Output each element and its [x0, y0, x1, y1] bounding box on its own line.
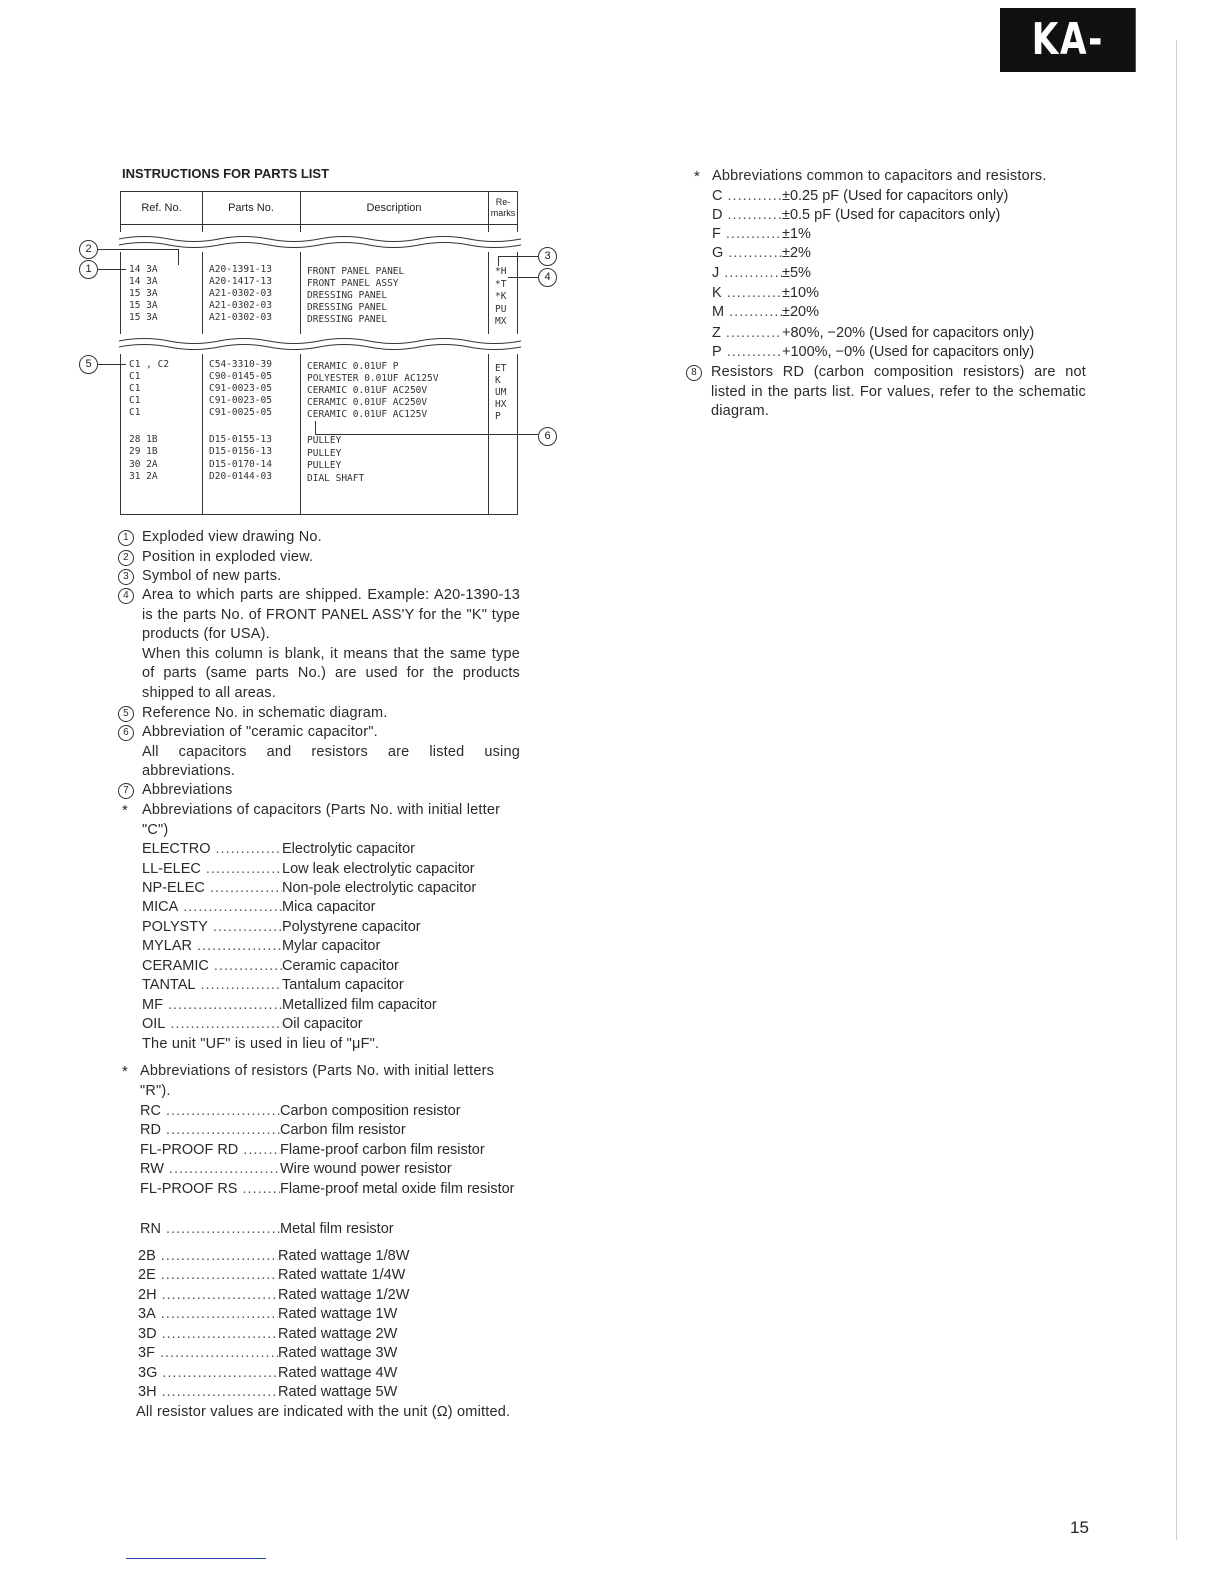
capacitor-abbr: [142, 996, 437, 1016]
instruction-text: Position in exploded view.: [142, 549, 314, 565]
capacitor-abbr: [142, 957, 399, 977]
table-row-ref: C1 , C2: [129, 359, 170, 370]
instruction-text-2: All capacitors and resistors are listed using abbreviations.: [142, 743, 520, 779]
abbr-key: FL-PROOF RD .....: [140, 1141, 280, 1161]
abbr-key: M .....: [712, 303, 782, 323]
abbr-value: Metallized film capacitor: [282, 997, 437, 1013]
abbr-key: RW .....: [140, 1160, 280, 1180]
header-remarks: [488, 192, 518, 224]
abbr-key: MICA .....: [142, 898, 282, 918]
callout-1: 1: [79, 260, 98, 279]
tolerance-abbr: [712, 303, 819, 323]
resistor-abbr: [140, 1102, 461, 1122]
table-row-part: D20-0144-03: [209, 471, 272, 482]
table-row-ref: C1: [129, 395, 141, 406]
table-row-desc: FRONT PANEL PANEL: [307, 266, 405, 277]
instruction-7: [118, 781, 520, 801]
abbr-key: OIL .....: [142, 1015, 282, 1035]
callout-2-leader: [178, 249, 179, 265]
table-row-desc: CERAMIC 0.01UF AC250V: [307, 397, 428, 408]
callout-5: 5: [79, 355, 98, 374]
abbr-key: G .....: [712, 244, 782, 264]
tolerance-abbr: [712, 244, 811, 264]
resistor-abbr: [140, 1160, 452, 1180]
header-parts-no: Parts No.: [228, 202, 274, 214]
table-row-part: D15-0155-13: [209, 434, 272, 445]
callout-5-leader: [98, 364, 126, 365]
table-row-remark: ET: [495, 363, 507, 374]
instruction-number: 6: [118, 725, 134, 741]
table-row-part: D15-0170-14: [209, 459, 272, 470]
table-row-ref: C1: [129, 407, 141, 418]
callout-1-leader: [98, 269, 126, 270]
table-row-part: C91-0023-05: [209, 383, 272, 394]
bullet-star: *: [122, 1063, 128, 1080]
table-row-desc: DIAL SHAFT: [307, 473, 365, 484]
abbr-value: Low leak electrolytic capacitor: [282, 861, 475, 877]
abbr-key: MYLAR .....: [142, 937, 282, 957]
table-row-desc: CERAMIC 0.01UF AC250V: [307, 385, 428, 396]
abbr-value: ±5%: [782, 265, 811, 281]
abbr-value: Carbon composition resistor: [280, 1103, 461, 1119]
table-row-part: C91-0025-05: [209, 407, 272, 418]
tolerance-abbr: [712, 324, 1034, 344]
table-row-desc: PULLEY: [307, 435, 342, 446]
instruction-text: Exploded view drawing No.: [142, 529, 322, 545]
resistors-heading: Abbreviations of resistors (Parts No. with initial letters "R").: [140, 1063, 495, 1099]
table-row-ref: C1: [129, 371, 141, 382]
table-row-remark: *T: [495, 279, 507, 290]
abbr-key: C .....: [712, 187, 782, 207]
table-row-ref: C1: [129, 383, 141, 394]
abbr-key: RC .....: [140, 1102, 280, 1122]
model-badge: KA-501: [1000, 8, 1136, 72]
table-row-desc: DRESSING PANEL: [307, 290, 388, 301]
capacitor-unit-note: The unit "UF" is used in lieu of "μF".: [142, 1036, 380, 1052]
wattage-abbr: [138, 1305, 397, 1325]
table-row-ref: 31 2A: [129, 471, 158, 482]
abbr-value: Tantalum capacitor: [282, 977, 404, 993]
abbr-key: J .....: [712, 264, 782, 284]
callout-6: 6: [538, 427, 557, 446]
abbr-value: Rated wattage 2W: [278, 1326, 398, 1342]
instruction-text-2: When this column is blank, it means that the same type of parts (same parts No.) are used for the products shipped to all areas.: [142, 645, 520, 701]
table-row-remark: MX: [495, 316, 507, 327]
abbr-key: P .....: [712, 343, 782, 363]
capacitor-abbr: [142, 1015, 363, 1035]
table-row-remark: K: [495, 375, 501, 386]
table-row-part: A20-1417-13: [209, 276, 272, 287]
table-row-ref: 28 1B: [129, 434, 158, 445]
bullet-star: *: [694, 168, 700, 185]
instruction-6: [118, 723, 520, 782]
table-row-part: A20-1391-13: [209, 264, 272, 275]
abbr-value: Rated wattate 1/4W: [278, 1267, 406, 1283]
capacitor-abbr: [142, 840, 415, 860]
abbr-value: ±20%: [782, 304, 819, 320]
instruction-number: 2: [118, 550, 134, 566]
abbr-value: ±1%: [782, 226, 811, 242]
abbr-key: 2E .....: [138, 1266, 278, 1286]
note-text: Resistors RD (carbon composition resistors) are not listed in the parts list. For values, refer to the schematic diagram.: [711, 364, 1086, 419]
abbr-key: 2H .....: [138, 1286, 278, 1306]
callout-3-leader: [498, 256, 538, 257]
header-ref-no: Ref. No.: [141, 202, 182, 214]
table-row-part: A21-0302-03: [209, 312, 272, 323]
abbr-key: D .....: [712, 206, 782, 226]
instruction-4: [118, 586, 520, 703]
callout-6-leader: [315, 434, 538, 435]
resistor-abbr: [140, 1141, 485, 1161]
table-row-ref: 15 3A: [129, 300, 158, 311]
table-row-part: A21-0302-03: [209, 300, 272, 311]
wattage-abbr: [138, 1325, 397, 1345]
header-divider: [121, 224, 517, 225]
capacitors-heading: Abbreviations of capacitors (Parts No. with initial letter "C"): [142, 802, 501, 838]
resistor-abbr: [140, 1180, 520, 1200]
sample-parts-table: [120, 191, 518, 515]
table-row-desc: FRONT PANEL ASSY: [307, 278, 399, 289]
callout-3-leader: [498, 256, 499, 266]
section-title: INSTRUCTIONS FOR PARTS LIST: [122, 166, 330, 181]
instruction-3: [118, 567, 520, 587]
callout-2-leader: [98, 249, 178, 250]
tolerance-abbr: [712, 284, 819, 304]
table-row-desc: DRESSING PANEL: [307, 302, 388, 313]
header-remarks-line1: Re-: [495, 197, 511, 207]
resistor-abbr: [140, 1220, 394, 1240]
abbr-value: Flame-proof carbon film resistor: [280, 1142, 485, 1158]
capacitor-abbr: [142, 937, 380, 957]
abbr-value: Rated wattage 1/2W: [278, 1287, 410, 1303]
page-edge-line: [1176, 40, 1177, 1540]
table-row-ref: 14 3A: [129, 276, 158, 287]
abbr-value: Flame-proof metal oxide film resistor: [280, 1181, 515, 1197]
abbr-key: LL-ELEC .....: [142, 860, 282, 880]
abbr-key: ELECTRO .....: [142, 840, 282, 860]
table-row-desc: PULLEY: [307, 460, 342, 471]
wattage-abbr: [138, 1286, 409, 1306]
tolerance-abbr: [712, 206, 1000, 226]
abbr-key: 3D .....: [138, 1325, 278, 1345]
table-row-desc: PULLEY: [307, 448, 342, 459]
instruction-2: [118, 548, 520, 568]
abbr-value: +80%, −20% (Used for capacitors only): [782, 325, 1035, 341]
table-row-part: C91-0023-05: [209, 395, 272, 406]
bullet-star: *: [122, 802, 128, 819]
abbr-value: Electrolytic capacitor: [282, 841, 415, 857]
abbr-value: Wire wound power resistor: [280, 1161, 452, 1177]
abbr-value: Mylar capacitor: [282, 938, 381, 954]
table-row-remark: UM: [495, 387, 507, 398]
instruction-5: [118, 704, 520, 724]
header-remarks-line2: marks: [490, 208, 516, 218]
page-number: 15: [1070, 1518, 1089, 1537]
table-row-desc: CERAMIC 0.01UF AC125V: [307, 409, 428, 420]
table-row-desc: CERAMIC 0.01UF P: [307, 361, 399, 372]
instruction-text: Area to which parts are shipped. Example: A20-1390-13 is the parts No. of FRONT PANEL ASS'Y for the "K" type products (for USA).: [142, 587, 520, 642]
abbr-key: 3H .....: [138, 1383, 278, 1403]
capacitor-abbr: [142, 860, 475, 880]
capacitor-abbr: [142, 976, 404, 996]
abbr-value: Carbon film resistor: [280, 1122, 406, 1138]
abbr-value: Rated wattage 3W: [278, 1345, 398, 1361]
abbr-value: Ceramic capacitor: [282, 958, 399, 974]
table-row-remark: P: [495, 411, 501, 422]
table-row-desc: POLYESTER 0.01UF AC125V: [307, 373, 439, 384]
instruction-number: 1: [118, 530, 134, 546]
abbr-key: TANTAL .....: [142, 976, 282, 996]
instruction-number: 3: [118, 569, 134, 585]
abbr-key: F .....: [712, 225, 782, 245]
footer-line: [126, 1558, 266, 1559]
abbr-key: CERAMIC .....: [142, 957, 282, 977]
abbr-value: ±0.5 pF (Used for capacitors only): [782, 207, 1001, 223]
note-number: 8: [686, 365, 702, 381]
abbr-value: +100%, −0% (Used for capacitors only): [782, 344, 1035, 360]
abbr-key: RD .....: [140, 1121, 280, 1141]
instruction-text: Abbreviations: [142, 782, 233, 798]
abbr-value: ±0.25 pF (Used for capacitors only): [782, 188, 1009, 204]
abbr-value: Metal film resistor: [280, 1221, 394, 1237]
instruction-1: [118, 528, 520, 548]
callout-6-leader: [315, 421, 316, 434]
tolerance-abbr: [712, 225, 811, 245]
table-row-ref: 14 3A: [129, 264, 158, 275]
callout-2: 2: [79, 240, 98, 259]
tolerance-abbr: [712, 187, 1008, 207]
wattage-abbr: [138, 1383, 397, 1403]
table-row-ref: 15 3A: [129, 312, 158, 323]
callout-3: 3: [538, 247, 557, 266]
table-row-remark: *H: [495, 266, 507, 277]
abbr-value: Non-pole electrolytic capacitor: [282, 880, 477, 896]
abbr-value: Rated wattage 5W: [278, 1384, 398, 1400]
abbr-key: Z .....: [712, 324, 782, 344]
callout-4-leader: [508, 277, 538, 278]
table-row-ref: 30 2A: [129, 459, 158, 470]
table-row-remark: PU: [495, 304, 507, 315]
capacitor-abbr: [142, 898, 375, 918]
abbr-key: 3F .....: [138, 1344, 278, 1364]
common-heading: Abbreviations common to capacitors and resistors.: [712, 168, 1047, 184]
abbr-key: 3A .....: [138, 1305, 278, 1325]
table-row-ref: 15 3A: [129, 288, 158, 299]
abbr-value: Oil capacitor: [282, 1016, 363, 1032]
abbr-key: NP-ELEC .....: [142, 879, 282, 899]
table-row-desc: DRESSING PANEL: [307, 314, 388, 325]
abbr-key: FL-PROOF RS .....: [140, 1180, 280, 1200]
instruction-text: Abbreviation of "ceramic capacitor".: [142, 724, 378, 740]
instruction-text: Symbol of new parts.: [142, 568, 282, 584]
abbr-value: Mica capacitor: [282, 899, 376, 915]
instruction-number: 7: [118, 783, 134, 799]
instruction-number: 5: [118, 706, 134, 722]
abbr-value: Rated wattage 1W: [278, 1306, 398, 1322]
instruction-number: 4: [118, 588, 134, 604]
wattage-abbr: [138, 1364, 397, 1384]
table-row-remark: HX: [495, 399, 507, 410]
abbr-value: Polystyrene capacitor: [282, 919, 421, 935]
callout-4: 4: [538, 268, 557, 287]
instruction-text: Reference No. in schematic diagram.: [142, 705, 388, 721]
table-break-wave: [119, 232, 521, 252]
tolerance-abbr: [712, 264, 811, 284]
wattage-abbr: [138, 1266, 405, 1286]
abbr-key: 3G .....: [138, 1364, 278, 1384]
abbr-key: RN .....: [140, 1220, 280, 1240]
abbr-value: Rated wattage 4W: [278, 1365, 398, 1381]
note-8: [686, 363, 1086, 422]
tolerance-abbr: [712, 343, 1034, 363]
abbr-key: 2B .....: [138, 1247, 278, 1267]
abbr-key: K .....: [712, 284, 782, 304]
abbr-key: POLYSTY .....: [142, 918, 282, 938]
resistor-unit-note: All resistor values are indicated with the unit (Ω) omitted.: [136, 1404, 511, 1420]
wattage-abbr: [138, 1247, 409, 1267]
table-row-remark: *K: [495, 291, 507, 302]
table-row-part: A21-0302-03: [209, 288, 272, 299]
abbr-value: ±2%: [782, 245, 811, 261]
abbr-key: MF .....: [142, 996, 282, 1016]
abbr-value: Rated wattage 1/8W: [278, 1248, 410, 1264]
wattage-abbr: [138, 1344, 397, 1364]
table-row-part: C90-0145-05: [209, 371, 272, 382]
abbr-value: ±10%: [782, 285, 819, 301]
capacitor-abbr: [142, 879, 476, 899]
table-row-part: C54-3310-39: [209, 359, 272, 370]
header-description: Description: [366, 202, 422, 214]
resistor-abbr: [140, 1121, 406, 1141]
table-break-wave: [119, 334, 521, 354]
table-row-part: D15-0156-13: [209, 446, 272, 457]
capacitor-abbr: [142, 918, 421, 938]
table-row-ref: 29 1B: [129, 446, 158, 457]
